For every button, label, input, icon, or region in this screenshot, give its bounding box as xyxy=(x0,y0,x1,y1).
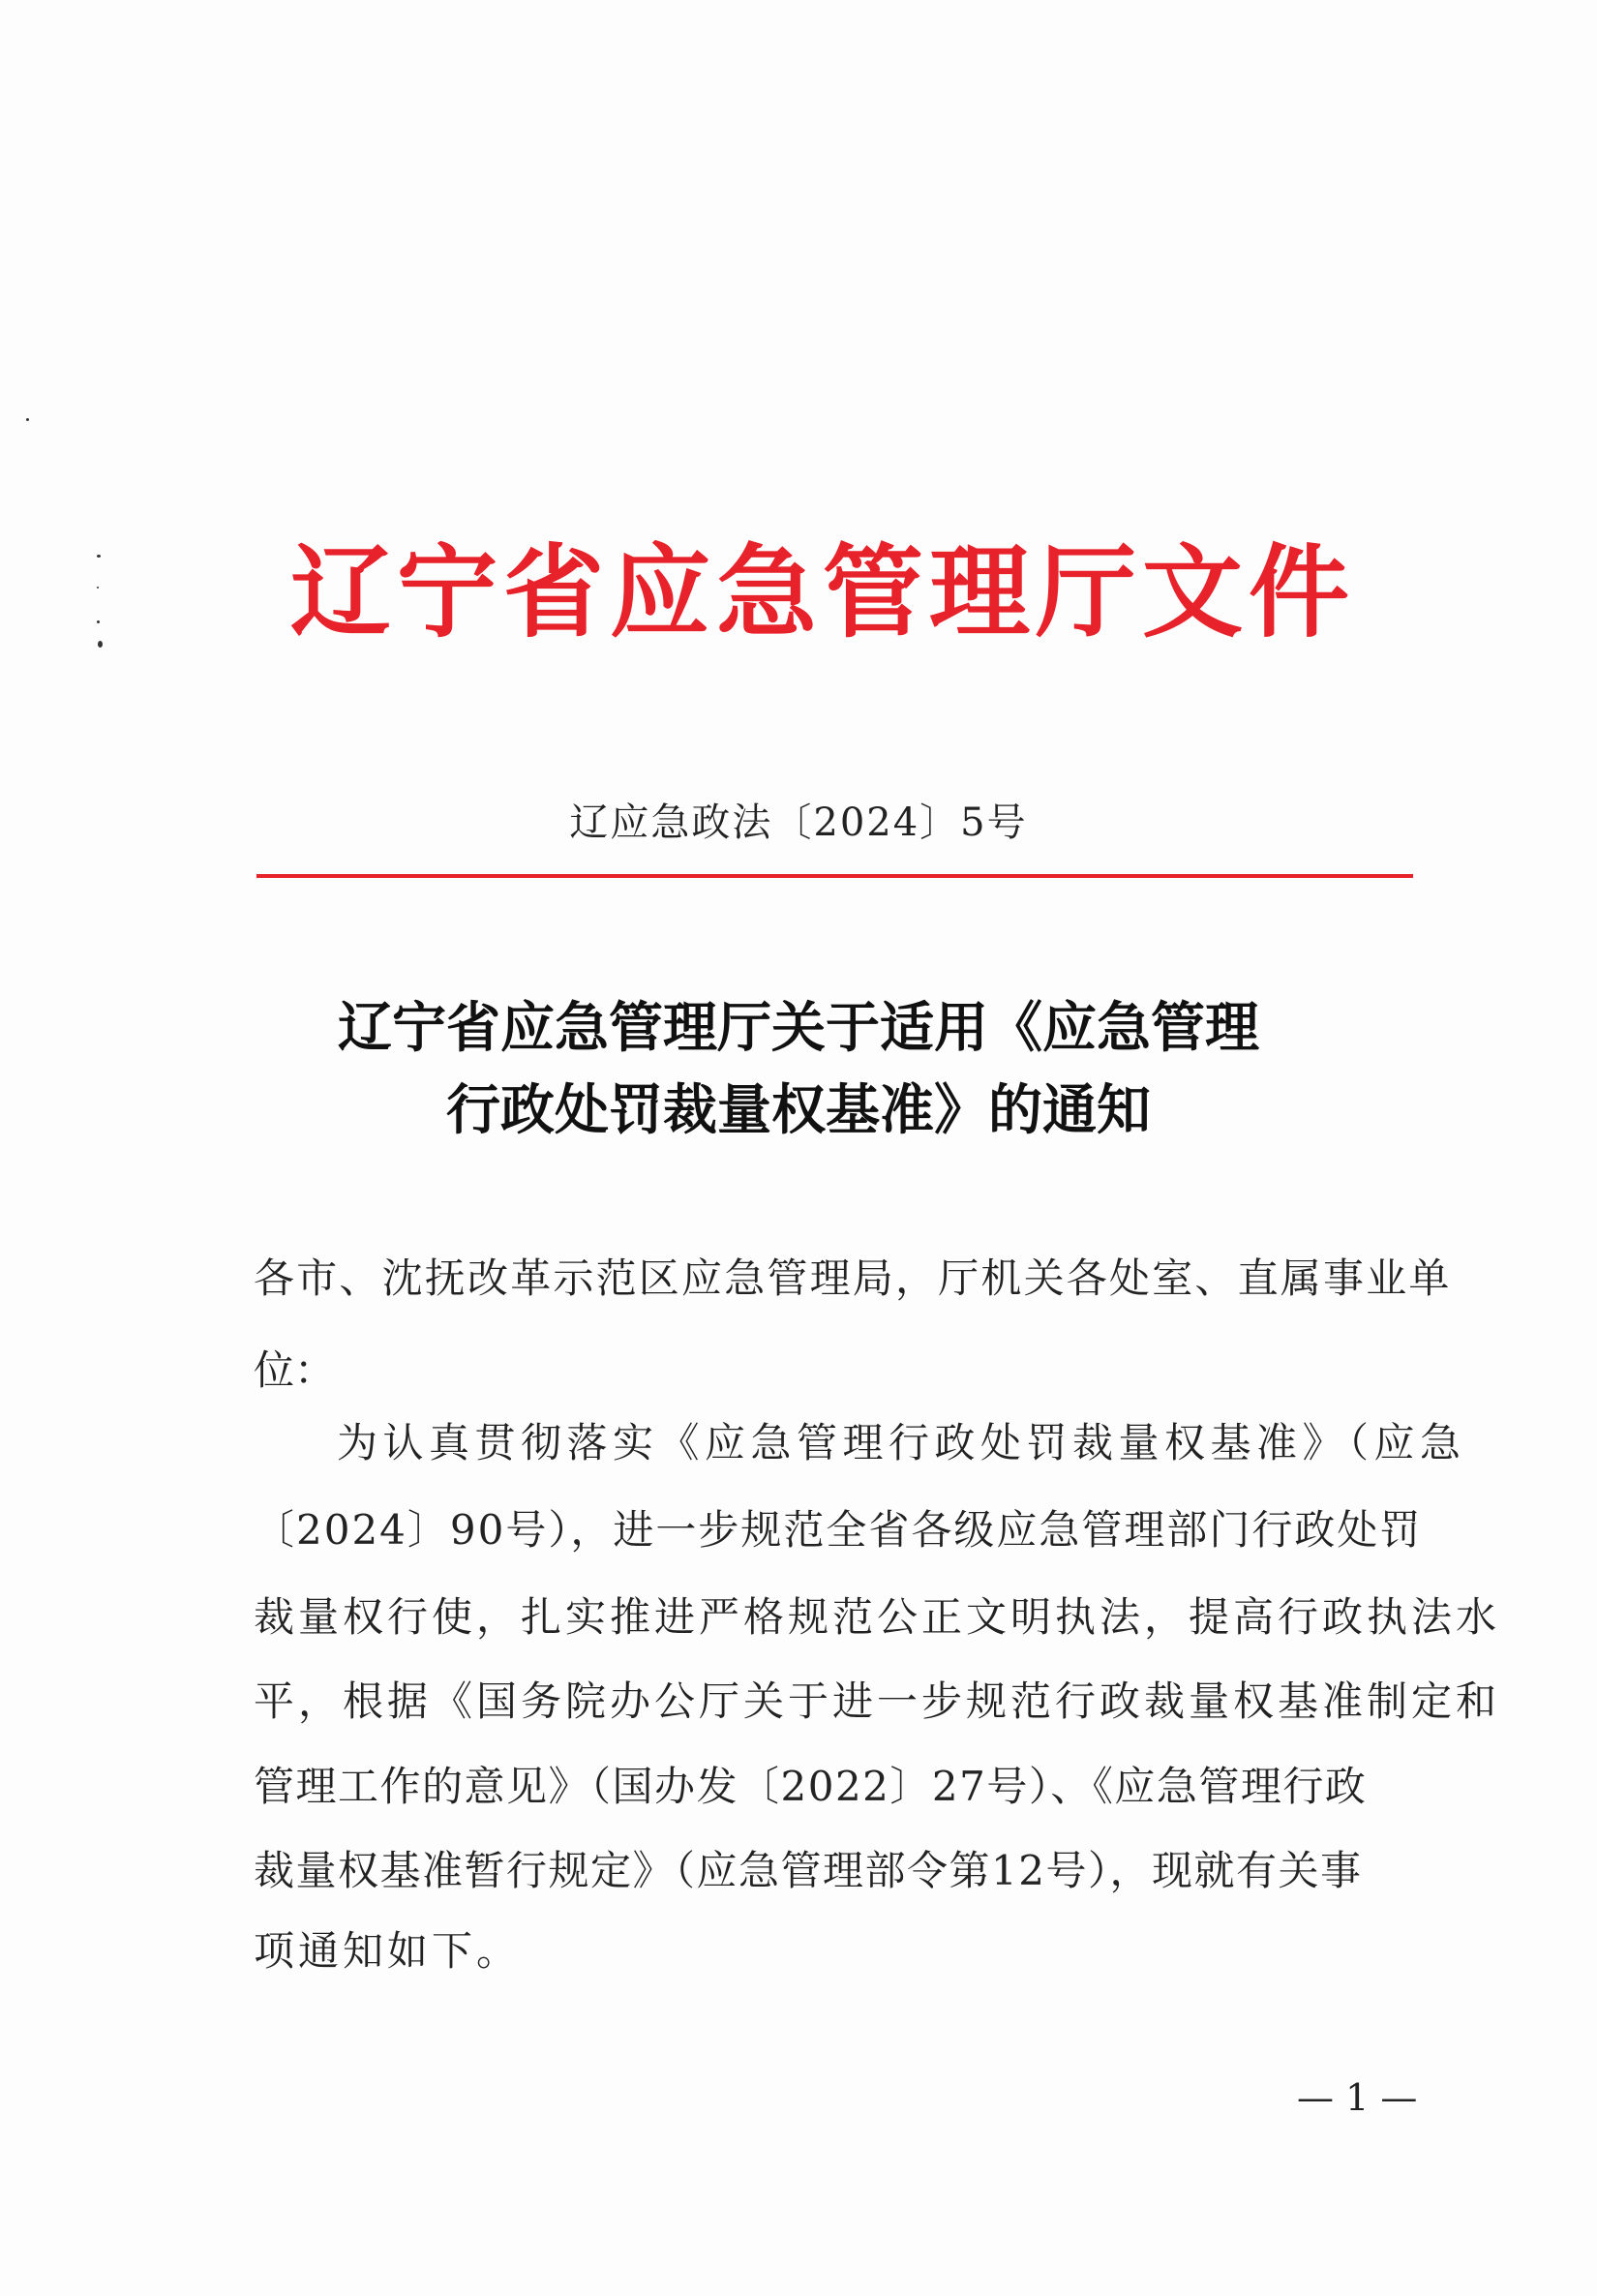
body-line: 各市、沈抚改革示范区应急管理局，厅机关各处室、直属事业单 xyxy=(254,1254,1452,1302)
body-line: 项通知如下。 xyxy=(254,1927,522,1975)
issuer-red-header: 辽宁省应急管理厅文件 xyxy=(290,532,1356,651)
body-line: 裁量权基准暂行规定》（应急管理部令第12号），现就有关事 xyxy=(254,1847,1363,1894)
scan-speck xyxy=(97,555,101,558)
page-number: — 1 — xyxy=(1297,2076,1418,2119)
body-line: 〔2024〕90号），进一步规范全省各级应急管理部门行政处罚 xyxy=(254,1506,1423,1554)
notice-title-line-1: 辽宁省应急管理厅关于适用《应急管理 xyxy=(338,997,1259,1060)
body-line: 平，根据《国务院办公厅关于进一步规范行政裁量权基准制定和 xyxy=(254,1677,1501,1725)
body-line: 裁量权行使，扎实推进严格规范公正文明执法，提高行政执法水 xyxy=(254,1593,1501,1641)
notice-title-line-2: 行政处罚裁量权基准》的通知 xyxy=(446,1079,1151,1142)
red-divider-line xyxy=(256,874,1413,878)
body-line: 位： xyxy=(254,1346,336,1394)
scan-speck xyxy=(26,418,29,421)
scan-speck xyxy=(98,641,103,648)
scan-speck xyxy=(97,620,100,623)
body-line: 管理工作的意见》（国办发〔2022〕27号）、《应急管理行政 xyxy=(254,1763,1368,1810)
body-line: 为认真贯彻落实《应急管理行政处罚裁量权基准》（应急 xyxy=(337,1419,1466,1466)
scan-speck xyxy=(97,587,99,589)
document-number: 辽应急政法〔2024〕5号 xyxy=(569,801,1028,845)
